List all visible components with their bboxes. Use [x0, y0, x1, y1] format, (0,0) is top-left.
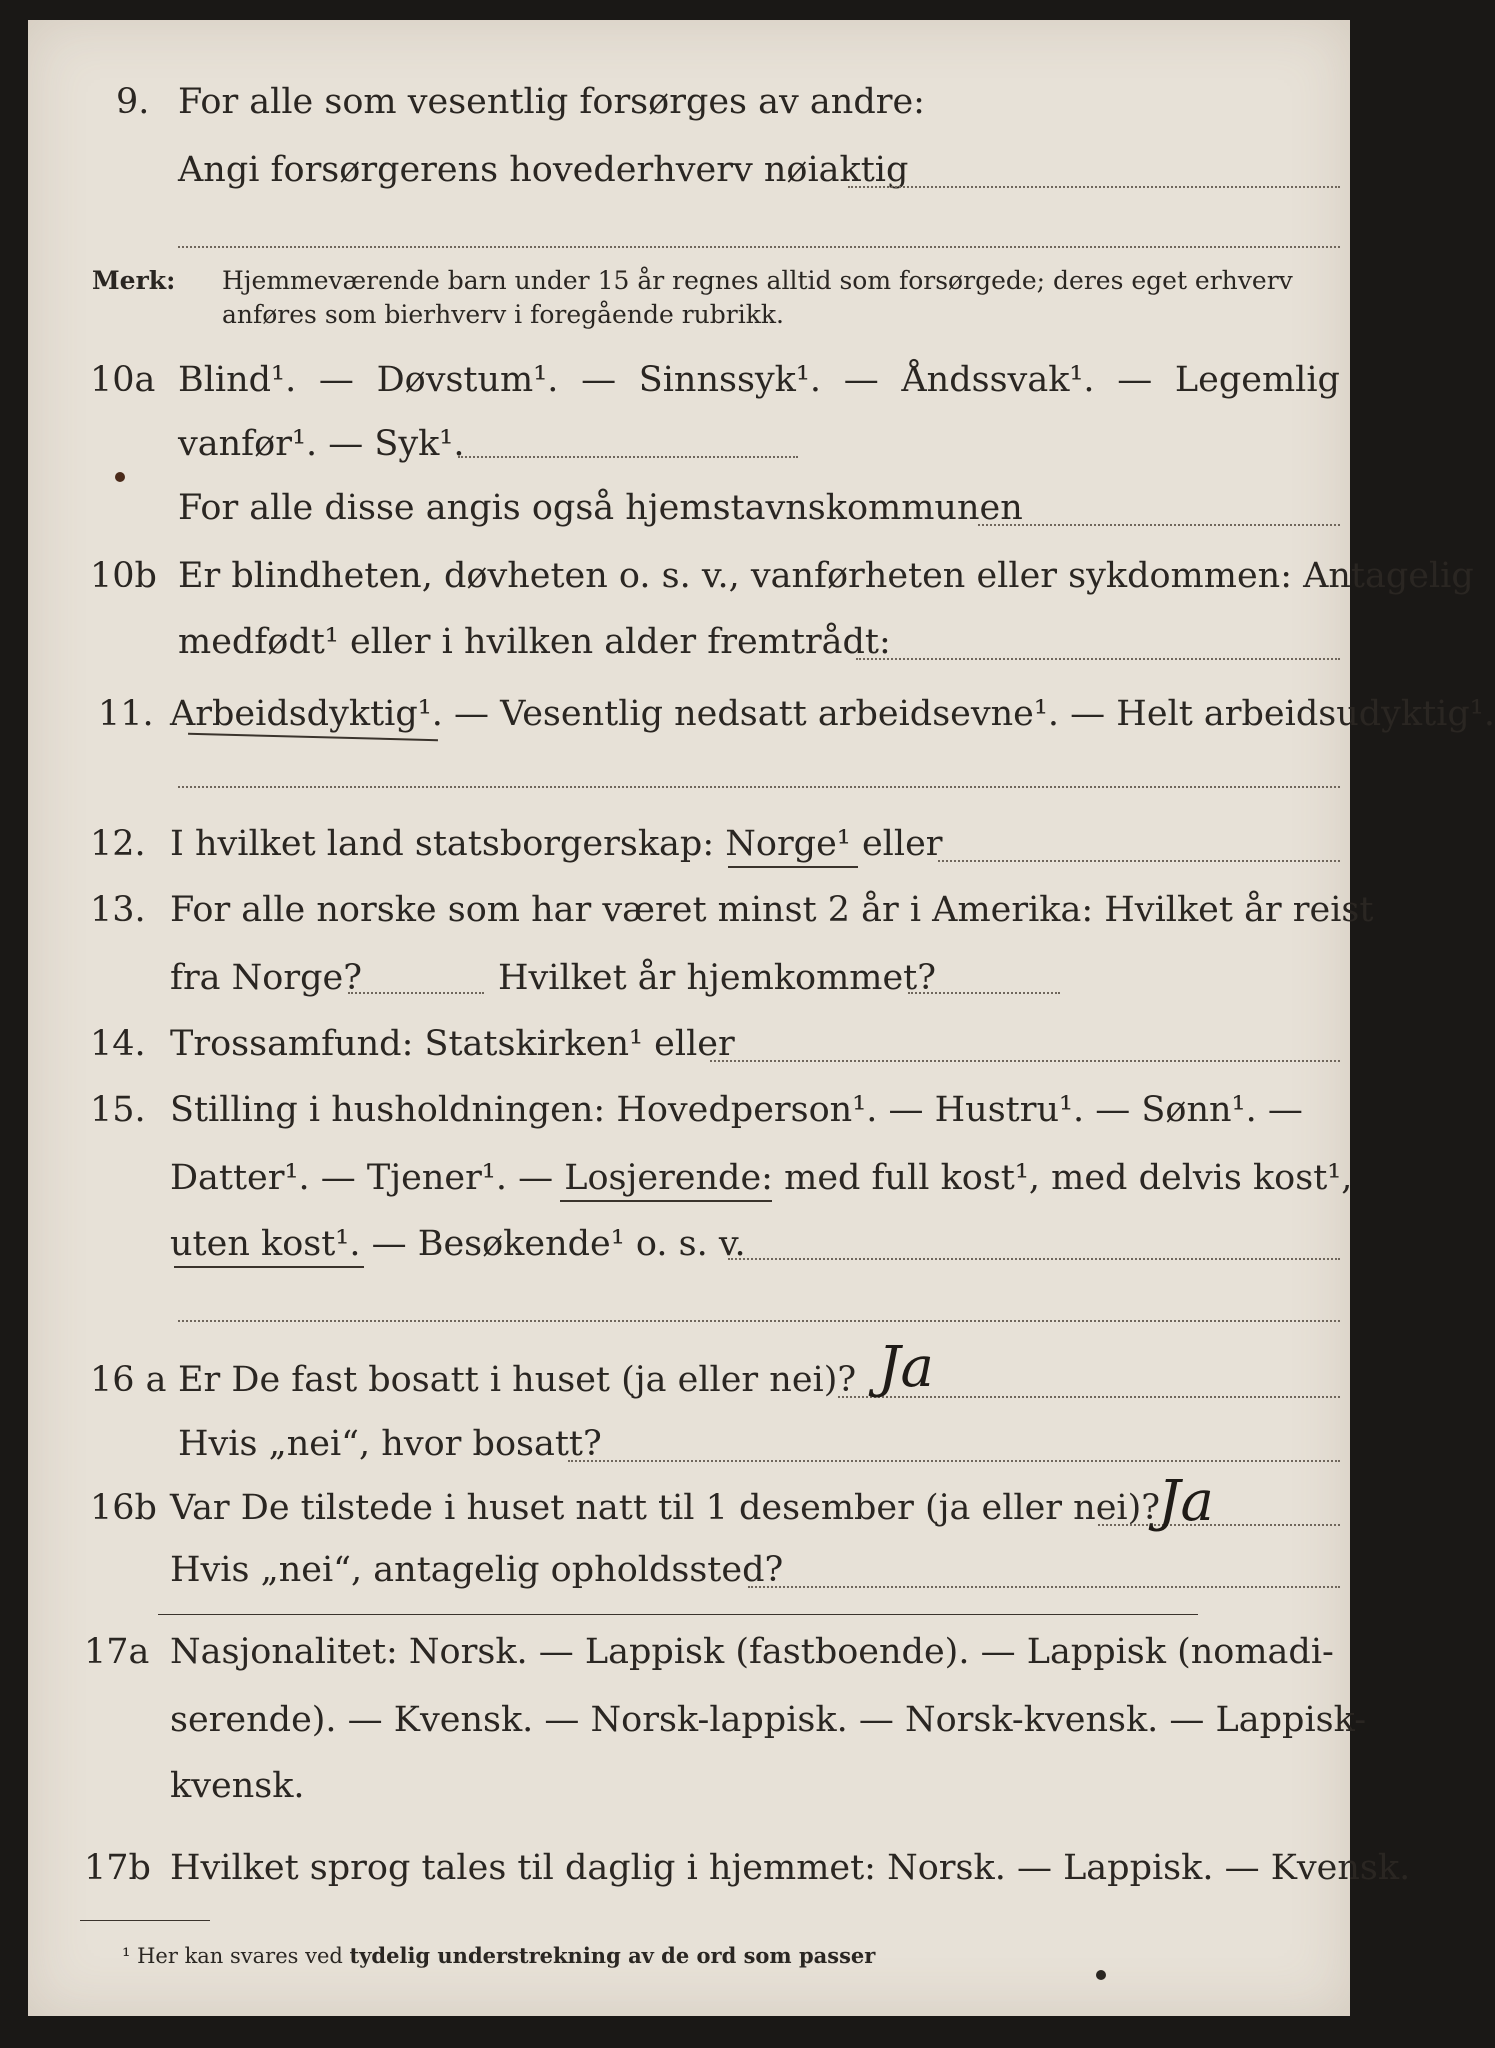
option-norge[interactable]: Norge¹	[725, 824, 851, 864]
option-uten-kost[interactable]: uten kost¹.	[170, 1224, 361, 1264]
q9-number: 9.	[116, 82, 150, 122]
q9-answer-field[interactable]	[848, 186, 1340, 188]
footnote-rule	[80, 1920, 210, 1921]
q13-left-year-field[interactable]	[348, 992, 484, 994]
option-losjerende[interactable]: Losjerende:	[564, 1158, 773, 1198]
underline-arbeidsdyktig	[188, 733, 438, 742]
q15-answer-field-2[interactable]	[178, 1320, 1340, 1322]
underline-losjerende	[560, 1200, 772, 1202]
merk-line1: Hjemmeværende barn under 15 år regnes alltid som forsørgede; deres eget erhverv	[222, 266, 1293, 295]
q11-number: 11.	[98, 694, 154, 734]
option-andssvak[interactable]: Åndssvak¹.	[901, 360, 1095, 400]
q16a-line1: Er De fast bosatt i huset (ja eller nei)?	[178, 1360, 857, 1400]
q17b-number: 17b	[84, 1848, 151, 1888]
dash: —	[581, 360, 617, 400]
q10b-line1: Er blindheten, døvheten o. s. v., vanførheten eller sykdommen: Antagelig	[178, 556, 1474, 596]
option-sinnssyk[interactable]: Sinnssyk¹.	[638, 360, 822, 400]
q13-line2b: Hvilket år hjemkommet?	[498, 958, 937, 998]
option-arbeidsdyktig[interactable]: Arbeidsdyktig¹.	[170, 694, 443, 734]
q9-line1: For alle som vesentlig forsørges av andre:	[178, 82, 925, 122]
q10a-number: 10a	[90, 360, 156, 400]
q15-answer-field[interactable]	[728, 1258, 1340, 1260]
q9-answer-field-2[interactable]	[178, 246, 1340, 248]
q12-prefix: I hvilket land statsborgerskap:	[170, 824, 715, 864]
q10a-hometown-field[interactable]	[978, 524, 1340, 526]
q10a-line3: For alle disse angis også hjemstavnskommunen	[178, 488, 1023, 528]
footnote-bold-text: tydelig understrekning av de ord som passer	[349, 1943, 876, 1968]
q16b-handwritten-answer: Ja	[1158, 1469, 1214, 1534]
q16b-line1: Var De tilstede i huset natt til 1 desember (ja eller nei)?	[170, 1488, 1161, 1528]
q17a-line2: serende). — Kvensk. — Norsk-lappisk. — Norsk-kvensk. — Lappisk-	[170, 1700, 1367, 1740]
footnote-mark: ¹	[122, 1944, 131, 1968]
ink-spot	[1096, 1970, 1106, 1980]
q16b-number: 16b	[90, 1488, 157, 1528]
q10a-answer-field[interactable]	[458, 456, 798, 458]
census-form-page	[28, 20, 1495, 2016]
q10a-line1	[178, 360, 1340, 400]
q16a-line2: Hvis „nei“, hvor bosatt?	[178, 1424, 602, 1464]
q17a-line3: kvensk.	[170, 1766, 305, 1806]
q10b-answer-field[interactable]	[856, 658, 1340, 660]
q17a-line1: Nasjonalitet: Norsk. — Lappisk (fastboende). — Lappisk (nomadi-	[170, 1632, 1334, 1672]
q11-answer-field[interactable]	[178, 786, 1340, 788]
q13-return-year-field[interactable]	[908, 992, 1060, 994]
q15-line2a: Datter¹. — Tjener¹. —	[170, 1158, 554, 1198]
footnote	[122, 1942, 875, 1970]
ink-spot	[115, 472, 125, 482]
q17b-line1: Hvilket sprog tales til daglig i hjemmet: Norsk. — Lappisk. — Kvensk.	[170, 1848, 1411, 1888]
footnote-text: Her kan svares ved	[137, 1944, 343, 1968]
dash: —	[1117, 360, 1153, 400]
merk-line2: anføres som bierhverv i foregående rubrikk.	[222, 300, 784, 329]
option-dovstum[interactable]: Døvstum¹.	[376, 360, 559, 400]
q12-line	[170, 824, 943, 864]
q9-line2: Angi forsørgerens hovederhverv nøiaktig	[178, 150, 909, 190]
q15-line3	[170, 1224, 746, 1264]
q16b-answer-field[interactable]	[1098, 1524, 1340, 1526]
handwritten-divider-stroke	[158, 1614, 1198, 1615]
q15-line1: Stilling i husholdningen: Hovedperson¹. — Hustru¹. — Sønn¹. —	[170, 1090, 1303, 1130]
underline-norge	[728, 866, 858, 868]
q14-answer-field[interactable]	[710, 1060, 1340, 1062]
q10a-line2: vanfør¹. — Syk¹.	[178, 424, 465, 464]
q16a-where-field[interactable]	[568, 1460, 1340, 1462]
q12-answer-field[interactable]	[938, 860, 1340, 862]
q15-number: 15.	[90, 1090, 146, 1130]
q11-line	[170, 694, 1495, 734]
dash: —	[318, 360, 354, 400]
q16b-line2: Hvis „nei“, antagelig opholdssted?	[170, 1550, 784, 1590]
q10b-number: 10b	[90, 556, 157, 596]
underline-uten-kost	[174, 1266, 364, 1268]
q13-number: 13.	[90, 890, 146, 930]
q17a-number: 17a	[84, 1632, 150, 1672]
q10b-line2: medfødt¹ eller i hvilken alder fremtrådt:	[178, 622, 891, 662]
q16b-stay-field[interactable]	[748, 1586, 1340, 1588]
q13-line2a: fra Norge?	[170, 958, 362, 998]
q12-suffix: eller	[861, 824, 943, 864]
q13-line1: For alle norske som har været minst 2 år i Amerika: Hvilket år reist	[170, 890, 1374, 930]
q11-rest: — Vesentlig nedsatt arbeidsevne¹. — Helt arbeidsudyktig¹.	[454, 694, 1495, 734]
q15-line2c: med full kost¹, med delvis kost¹,	[784, 1158, 1353, 1198]
q12-number: 12.	[90, 824, 146, 864]
q15-line3b: — Besøkende¹ o. s. v.	[371, 1224, 746, 1264]
q14-line: Trossamfund: Statskirken¹ eller	[170, 1024, 735, 1064]
dash: —	[843, 360, 879, 400]
option-blind[interactable]: Blind¹.	[178, 360, 297, 400]
q16a-number: 16 a	[90, 1360, 167, 1400]
merk-label: Merk:	[92, 266, 176, 295]
q16a-handwritten-answer: Ja	[878, 1335, 934, 1400]
q15-line2	[170, 1158, 1352, 1198]
option-legemlig[interactable]: Legemlig	[1174, 360, 1340, 400]
q14-number: 14.	[90, 1024, 146, 1064]
